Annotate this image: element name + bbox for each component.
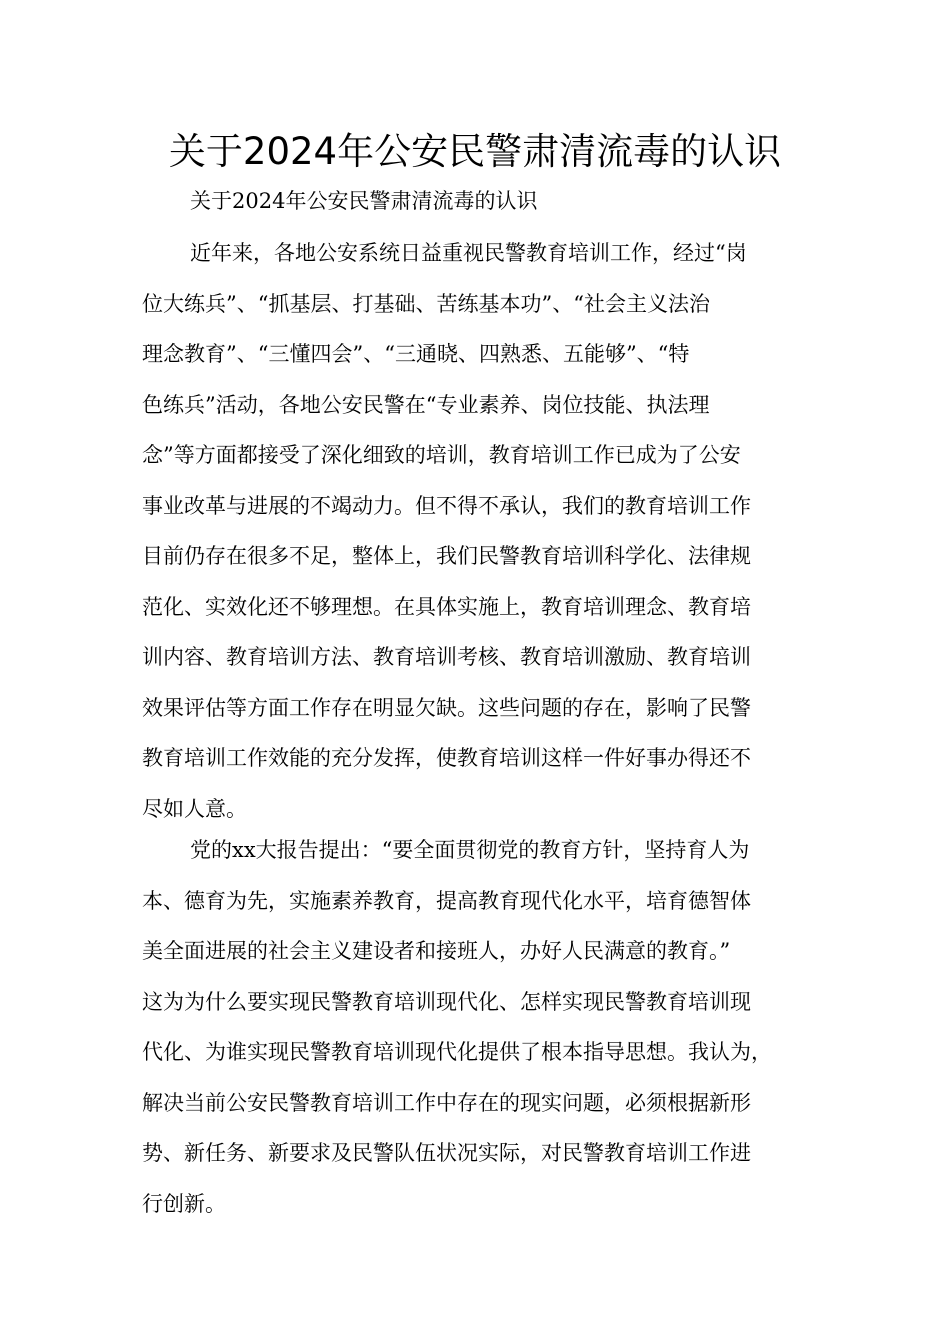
paragraph-line: 理念教育”、“三懂四会”、“三通晓、四熟悉、五能够”、“特 <box>142 342 690 366</box>
document-title: 关于2024年公安民警肃清流毒的认识 <box>168 130 782 173</box>
paragraph-line: 色练兵”活动，各地公安民警在“专业素养、岗位技能、执法理 <box>142 392 710 417</box>
paragraph-line: 念”等方面都接受了深化细致的培训，教育培训工作已成为了公安 <box>142 443 741 467</box>
paragraph-line: 范化、实效化还不够理想。在具体实施上，教育培训理念、教育培 <box>142 594 751 619</box>
paragraph-line: 目前仍存在很多不足，整体上，我们民警教育培训科学化、法律规 <box>142 544 751 568</box>
paragraph-line: 这为为什么要实现民警教育培训现代化、怎样实现民警教育培训现 <box>142 989 751 1014</box>
paragraph-line: 位大练兵”、“抓基层、打基础、苦练基本功”、“社会主义法治 <box>142 291 710 316</box>
paragraph-1 <box>142 228 810 834</box>
paragraph-line: 训内容、教育培训方法、教育培训考核、教育培训激励、教育培训 <box>142 645 751 669</box>
paragraph-line: 本、德育为先，实施素养教育，提高教育现代化水平，培育德智体 <box>142 888 751 913</box>
paragraph-line: 近年来，各地公安系统日益重视民警教育培训工作，经过“岗 <box>190 241 747 265</box>
paragraph-line: 行创新。 <box>142 1191 226 1216</box>
paragraph-line: 尽如人意。 <box>142 796 247 821</box>
paragraph-line: 势、新任务、新要求及民警队伍状况实际，对民警教育培训工作进 <box>142 1141 751 1165</box>
document-subtitle: 关于2024年公安民警肃清流毒的认识 <box>190 189 538 213</box>
paragraph-line: 教育培训工作效能的充分发挥，使教育培训这样一件好事办得还不 <box>142 746 751 770</box>
paragraph-line: 代化、为谁实现民警教育培训现代化提供了根本指导思想。我认为， <box>142 1040 772 1064</box>
paragraph-line: 效果评估等方面工作存在明显欠缺。这些问题的存在，影响了民警 <box>142 695 751 720</box>
paragraph-2 <box>142 825 810 1229</box>
paragraph-line: 事业改革与进展的不竭动力。但不得不承认，我们的教育培训工作 <box>142 493 751 518</box>
paragraph-line: 美全面进展的社会主义建设者和接班人，办好人民满意的教育。” <box>142 939 731 963</box>
paragraph-line: 解决当前公安民警教育培训工作中存在的现实问题，必须根据新形 <box>142 1090 751 1115</box>
paragraph-line: 党的xx大报告提出：“要全面贯彻党的教育方针，坚持育人为 <box>190 838 750 862</box>
